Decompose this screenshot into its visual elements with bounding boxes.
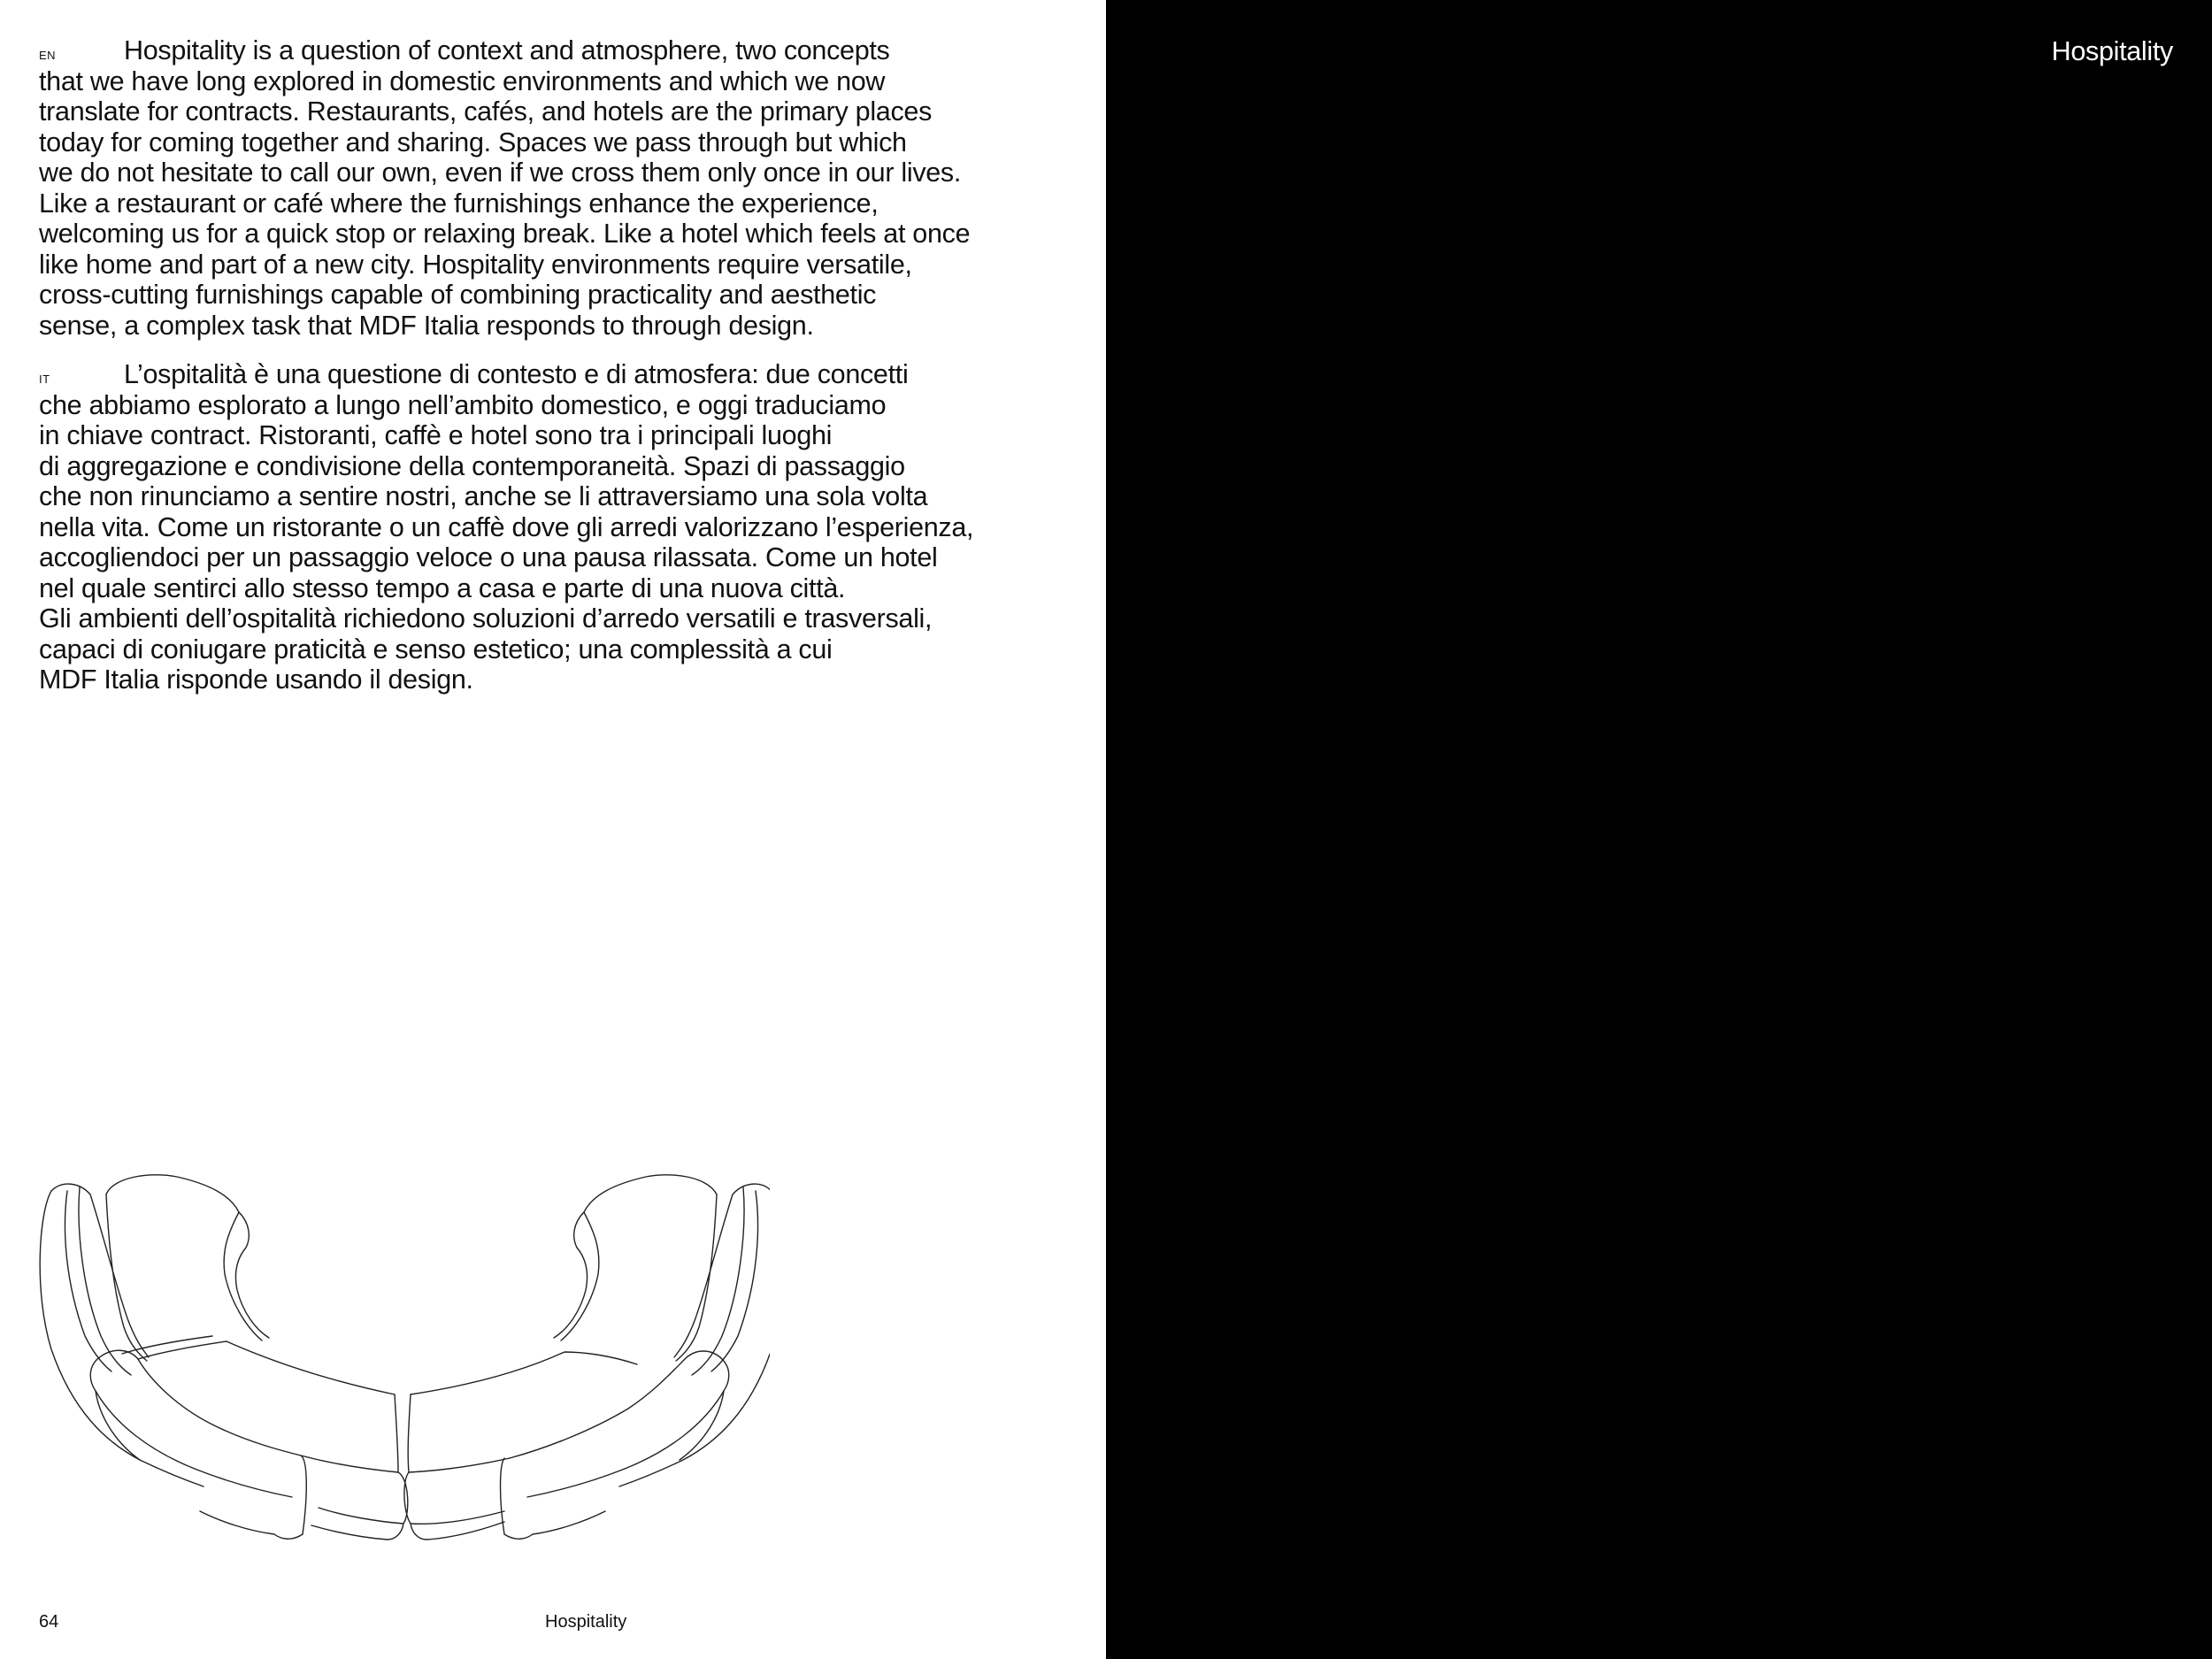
- text-line: today for coming together and sharing. Spaces we pass through but which: [39, 127, 907, 157]
- curved-sofa-line-drawing: [27, 1159, 770, 1566]
- text-line: accogliendoci per un passaggio veloce o una pausa rilassata. Come un hotel: [39, 542, 938, 572]
- text-line: we do not hesitate to call our own, even if we cross them only once in our lives.: [39, 157, 962, 188]
- section-title: Hospitality: [2051, 36, 2173, 66]
- text-line: translate for contracts. Restaurants, cafés, and hotels are the primary places: [39, 96, 933, 127]
- text-line: che non rinunciamo a sentire nostri, anche se li attraversiamo una sola volta: [39, 481, 928, 511]
- text-line: Gli ambienti dell’ospitalità richiedono soluzioni d’arredo versatili e trasversali,: [39, 603, 933, 634]
- italian-paragraph: [39, 359, 1083, 695]
- language-label-en: EN: [39, 49, 57, 62]
- english-text-block: [39, 35, 1083, 341]
- english-paragraph: [39, 35, 1083, 341]
- text-line: like home and part of a new city. Hospitality environments require versatile,: [39, 249, 912, 280]
- text-line: in chiave contract. Ristoranti, caffè e hotel sono tra i principali luoghi: [39, 420, 833, 450]
- text-line: Like a restaurant or café where the furnishings enhance the experience,: [39, 188, 879, 219]
- text-line: capaci di coniugare praticità e senso estetico; una complessità a cui: [39, 634, 833, 664]
- right-page-black-panel: [1106, 0, 2212, 1659]
- text-line: MDF Italia risponde usando il design.: [39, 664, 473, 695]
- text-line: nel quale sentirci allo stesso tempo a casa e parte di una nuova città.: [39, 572, 846, 603]
- text-line: L’ospitalità è una questione di contesto e di atmosfera: due concetti: [124, 359, 909, 389]
- text-line: that we have long explored in domestic environments and which we now: [39, 65, 886, 96]
- italian-text-block: [39, 359, 1083, 695]
- text-line: welcoming us for a quick stop or relaxing break. Like a hotel which feels at once: [39, 219, 971, 249]
- text-line: nella vita. Come un ristorante o un caffè dove gli arredi valorizzano l’esperienza,: [39, 511, 974, 542]
- text-line: di aggregazione e condivisione della contemporaneità. Spazi di passaggio: [39, 450, 905, 481]
- text-line: che abbiamo esplorato a lungo nell’ambito domestico, e oggi traduciamo: [39, 389, 887, 420]
- text-line: cross-cutting furnishings capable of combining practicality and aesthetic: [39, 280, 877, 310]
- text-line: sense, a complex task that MDF Italia responds to through design.: [39, 310, 814, 341]
- text-line: Hospitality is a question of context and atmosphere, two concepts: [124, 35, 890, 65]
- page-number: 64: [39, 1612, 59, 1632]
- language-label-it: IT: [39, 373, 50, 386]
- running-title: Hospitality: [545, 1612, 627, 1632]
